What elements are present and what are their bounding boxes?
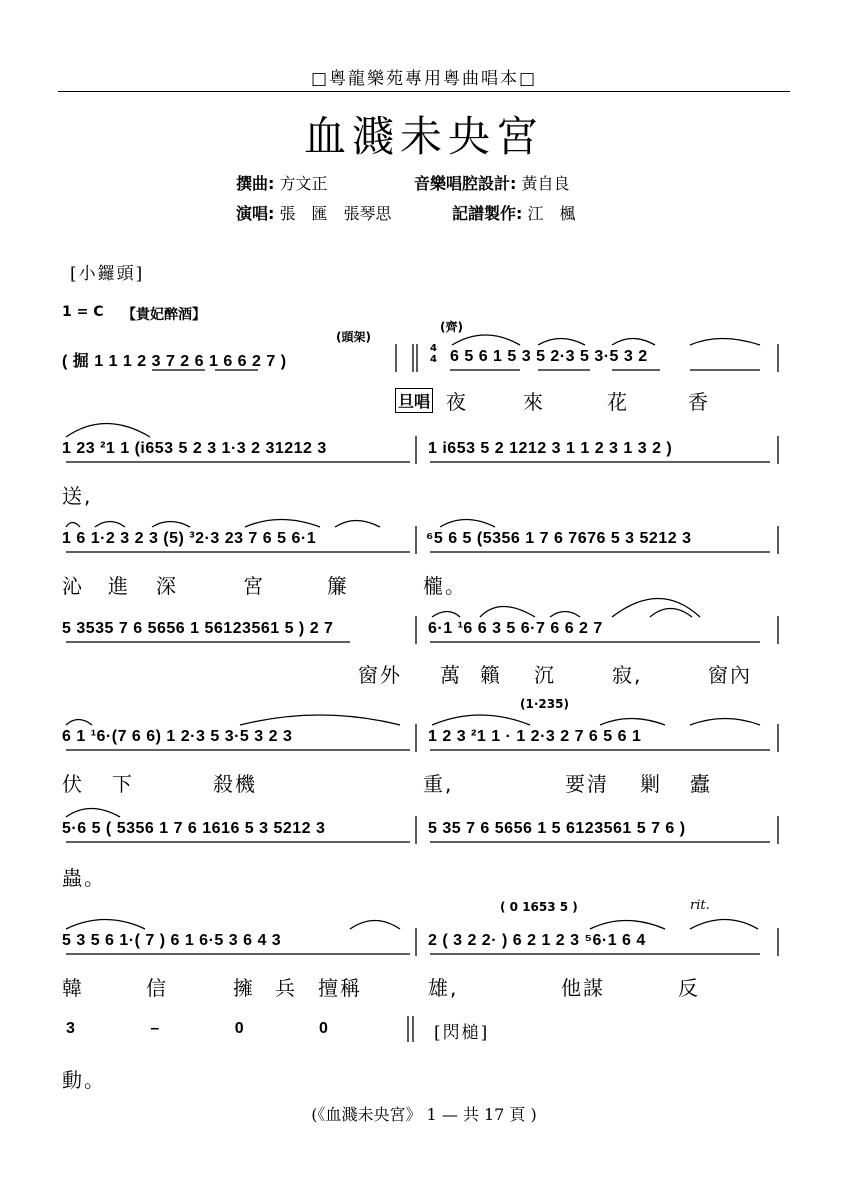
lyric: 蟲。	[62, 866, 106, 890]
slur	[452, 335, 520, 345]
slur	[690, 920, 758, 930]
system-4-notes-b: 6·1 ¹6 6 3 5 6·7 6 6 2 7	[428, 620, 603, 637]
slur	[590, 921, 665, 930]
slur	[245, 520, 320, 528]
lyric: 進	[108, 574, 130, 598]
slur	[240, 715, 400, 725]
slur	[440, 520, 495, 528]
lyric: 擅稱	[318, 976, 362, 1000]
slur	[432, 715, 530, 725]
song-title: 血濺未央宮	[303, 112, 544, 161]
slur	[66, 809, 120, 818]
lyric: 簾	[327, 574, 349, 598]
lyric: 重,	[423, 772, 454, 796]
system-1-notes-b: 6 5 6 1 5 3 5 2·3 5 3·5 3 2	[450, 348, 648, 365]
slur	[480, 607, 535, 618]
lyric: 蠹	[690, 772, 712, 796]
annotation-ornament: (1·235)	[520, 697, 569, 711]
arranger-name: 黃自良	[521, 174, 570, 193]
lyric: 香	[688, 390, 710, 414]
system-6-notes-b: 5 35 7 6 5656 1 5 6123561 5 7 6 )	[428, 820, 686, 837]
lyric: 窗外	[358, 663, 402, 687]
slur	[612, 339, 655, 346]
lyric: 夜	[446, 390, 468, 414]
slur	[538, 339, 585, 346]
lyric: 沁	[62, 574, 84, 598]
system-2-notes-b: 1 i653 5 2 1212 3 1 1 2 3 1 3 2 )	[428, 440, 673, 457]
lyric: 寂,	[612, 663, 643, 687]
system-2-notes-a: 1 23 ²1 1 (i653 5 2 3 1·3 2 31212 3	[62, 440, 327, 457]
lyric: 沉	[534, 663, 556, 687]
lyric: 深	[156, 574, 178, 598]
singers-names: 張 匯 張琴思	[279, 204, 392, 223]
slur	[612, 599, 700, 618]
lyric: 送,	[62, 484, 93, 508]
lyric: 櫳。	[423, 574, 467, 598]
page-header: □粵龍樂苑專用粵曲唱本□	[310, 69, 538, 89]
slur	[66, 424, 150, 438]
system-3-notes-b: ⁶5 6 5 (5356 1 7 6 7676 5 3 5212 3	[426, 530, 692, 547]
ritardando-marking: rit.	[690, 898, 710, 913]
singers-label: 演唱:	[236, 204, 275, 223]
lyric: 伏	[62, 772, 84, 796]
lyric: 下	[112, 772, 134, 796]
annotation-qi: (齊)	[440, 320, 463, 334]
key-signature: 1 = C	[62, 304, 104, 320]
lyric: 花	[607, 390, 629, 414]
slur	[335, 521, 380, 528]
slur	[152, 522, 190, 528]
role-marker: 旦唱	[395, 388, 433, 413]
lyric: 萬	[440, 663, 462, 687]
lyric: 韓	[62, 976, 84, 1000]
slur	[650, 609, 692, 618]
slur	[66, 523, 80, 528]
closing-section-label: [閃槌]	[434, 1023, 490, 1043]
slur	[350, 921, 400, 930]
lyric: 殺機	[213, 772, 257, 796]
annotation-ornament-2: ( 0 1653 5 )	[500, 900, 578, 914]
slur	[690, 339, 760, 346]
lyric: 兵	[275, 976, 297, 1000]
composer-label: 撰曲:	[236, 174, 275, 193]
system-3-notes-a: 1 6 1·2 3 2 3 (5) ³2·3 23 7 6 5 6·1	[62, 530, 317, 547]
system-4-notes-a: 5 3535 7 6 5656 1 56123561 5 ) 2 7	[62, 620, 334, 637]
lyric: 反	[678, 976, 700, 1000]
slur	[66, 720, 92, 726]
lyric: 窗內	[708, 663, 752, 687]
intro-section-label: [小鑼頭]	[70, 264, 145, 284]
system-8-notes: 3 – 0 0	[66, 1020, 329, 1037]
system-6-notes-a: 5·6 5 ( 5356 1 7 6 1616 5 3 5212 3	[62, 820, 326, 837]
lyric: 動。	[62, 1068, 106, 1092]
lyric: 宮	[243, 574, 265, 598]
page-footer: (《血濺未央宮》 1 — 共 17 頁 )	[311, 1105, 537, 1124]
system-5-notes-a: 6 1 ¹6·(7 6 6) 1 2·3 5 3·5 3 2 3	[62, 728, 293, 745]
time-sig-top: 4	[430, 343, 437, 354]
slur	[95, 522, 125, 528]
notation-name: 江 楓	[527, 204, 576, 223]
lyric: 擁	[233, 976, 255, 1000]
slur	[432, 612, 460, 618]
lyric: 信	[146, 976, 168, 1000]
annotation-toujia: (頭架)	[336, 330, 371, 344]
lyric: 來	[523, 390, 545, 414]
lyric: 他謀	[561, 976, 605, 1000]
system-7-notes-b: 2 ( 3 2 2· ) 6 2 1 2 3 ⁵6·1 6 4	[428, 932, 646, 949]
lyric: 要清	[565, 772, 609, 796]
slur	[690, 719, 760, 726]
time-sig-bottom: 4	[430, 354, 437, 365]
notation-label: 記譜製作:	[452, 204, 523, 223]
slur	[550, 612, 580, 618]
slur	[600, 719, 665, 726]
arranger-label: 音樂唱腔設計:	[414, 174, 517, 193]
lyric: 雄,	[428, 976, 459, 1000]
system-5-notes-b: 1 2 3 ²1 1 · 1 2·3 2 7 6 5 6 1	[428, 728, 642, 745]
lyric: 籟	[480, 663, 502, 687]
slur	[66, 920, 145, 930]
lyric: 剿	[640, 772, 662, 796]
system-1-notes-a: ( 掘 1 1 1 2 3 7 2 6 1 6 6 2 7 )	[62, 353, 287, 370]
composer-name: 方文正	[279, 174, 328, 193]
system-7-notes-a: 5 3 5 6 1·( 7 ) 6 1 6·5 3 6 4 3	[62, 932, 282, 949]
tune-name: 【貴妃醉酒】	[122, 307, 206, 323]
